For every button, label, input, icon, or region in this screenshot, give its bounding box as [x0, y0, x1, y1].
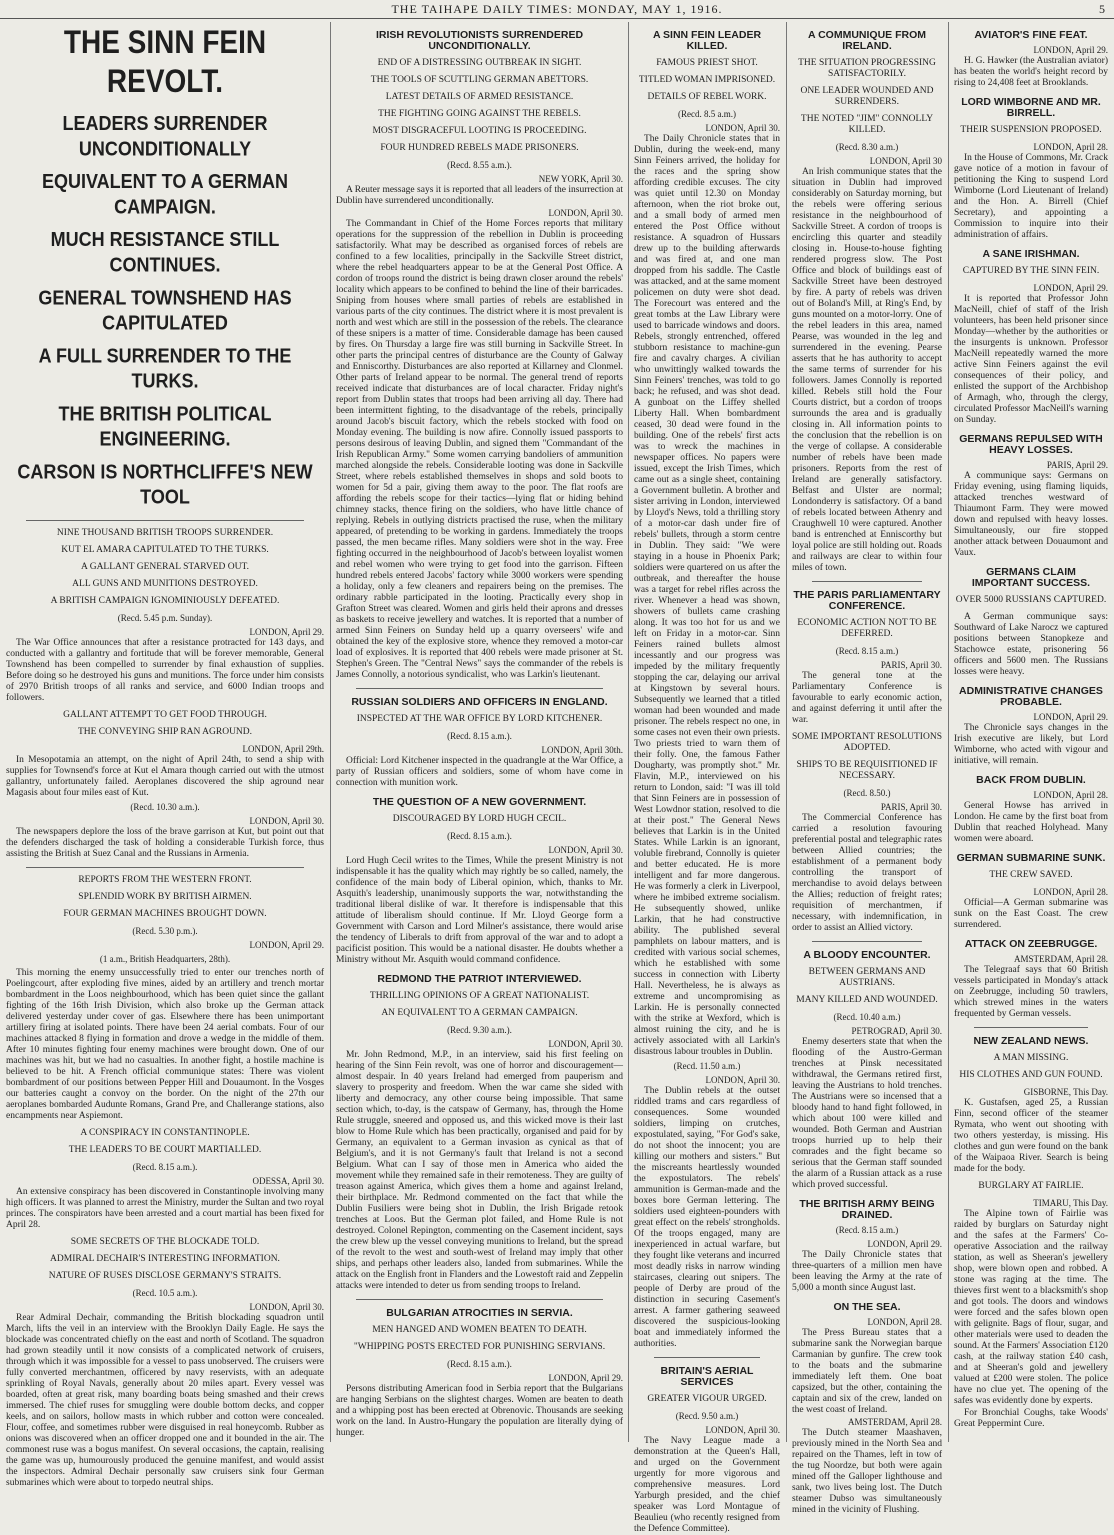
- subhead: END OF A DISTRESSING OUTBREAK IN SIGHT.: [377, 58, 582, 68]
- received-time: (Recd. 8.15 a.m.).: [447, 1359, 512, 1369]
- subhead: A BRITISH CAMPAIGN IGNOMINIOUSLY DEFEATED.: [50, 596, 280, 606]
- article-body: An Irish communique states that the situation in Dublin had improved considerably on Saturday morning, but the rebels were offering serious resistance in the neighbourhood of Sackville Street. A cordon of troops is encircling this quarter and steadily closing in. House-to-house fighting rendered progress slow. The Post Office and block of buildings east of Sackville Street have been destroyed by fire. A party of rebels was driven out of Boland's Mill, at Ring's End, by guns mounted on a motor-lorry. One of the rebel leaders in this area, named Pearse, was wounded in the leg and surrendered in the evening. Pearse asserts that he has authority to accept the same terms of surrender for his followers. James Connolly is reported killed. Rebels still hold the Four Courts district, but a cordon of troops surrounds the area and is gradually closing in. All information points to the conclusion that the rebellion is on the verge of collapse. A considerable number of rebels have been made prisoners. Reports from the rest of Ireland are generally satisfactory. Belfast and Ulster are normal; Londonderry is satisfactory. Of a band of rebels located between Athenry and Craughwell 10 were captured. Another band is entrenched at Enniscorthy but loyal police are still holding out. Roads and railways are clear to within four miles of town.: [792, 167, 942, 573]
- divider: [812, 941, 922, 942]
- headline: IRISH REVOLUTIONISTS SURRENDERED UNCONDITIONALLY.: [375, 29, 584, 52]
- subhead: SOME IMPORTANT RESOLUTIONS ADOPTED.: [792, 732, 942, 753]
- headline: THE BRITISH ARMY BEING DRAINED.: [799, 1198, 935, 1221]
- article-body: It is reported that Professor John MacNeill, chief of staff of the Irish volunteers, has been held prisoner since Monday—whether by the authorities or the insurgents is unknown. Professor MacNeill repeatedly warned the more active Sinn Feiners against the evil consequences of their policy, and enlisted the support of the Archbishop of Armagh, who, through the clergy, circulated Professor MacNeill's warning on Sunday.: [954, 294, 1108, 425]
- headline: GERMANS REPULSED WITH HEAVY LOSSES.: [959, 433, 1103, 456]
- article-body: Mr. John Redmond, M.P., in an interview, said his first feeling on hearing of the Sinn Fein revolt, was one of horror and discouragement—almost despair. In 40 years Ireland had emerged from pauperism and slavery to prosperity and freedom. When the war came she sided with liberty and democracy, any other course being impossible. That same section which, to-day, is the catspaw of Germany, has, through the Home Rule struggle, sneered and opposed us, and this wicked move is their last blow to Home Rule which has been practically, organised and paid for by Germany, an equivalent to a German invasion as cynical as that of Belgium's, and it is not Germany's fault that Ireland is not a second Belgium. What can I say of those men in America who aided the movement while they remained safe in their remoteness. They are guilty of treason against America, which gives them a home and against Ireland, their birthplace. Mr. Redmond commented on the fact that while the Dublin Fusiliers were being shot in Dublin, the Irish Brigade retook trenches at Loos. But the German plot failed, and Home Rule is not destroyed. Colonel Repington, commenting on the Casement incident, says the crew blew up the vessel conveying munitions to Ireland, but the spread of the revolt to the west and south-west of Ireland may imply that other ships, and perhaps other leaders also, landed from submarines. While the attack on the English front in Flanders and the Lowestoft raid and Zeppelin attacks were intended to deter us from sending troops to Ireland.: [336, 1050, 623, 1291]
- article-body: A communique says: Germans on Friday evening, using flaming liquids, attacked trenches westward of Thiaumont Farm. They were mowed down and repulsed with heavy losses. Simultaneously, our fire stopped another attack between Douaumont and Vaux.: [954, 471, 1108, 558]
- headline: LORD WIMBORNE AND MR. BIRRELL.: [961, 96, 1101, 119]
- headline: GERMAN SUBMARINE SUNK.: [956, 852, 1106, 864]
- headline: A BLOODY ENCOUNTER.: [803, 949, 931, 961]
- received-time: (Recd. 5.30 p.m.).: [132, 926, 198, 936]
- subhead: BETWEEN GERMANS AND AUSTRIANS.: [808, 967, 926, 988]
- column-rule: [330, 22, 331, 1442]
- dateline: TIMARU, This Day.: [1033, 1198, 1108, 1208]
- dateline: PETROGRAD, April 30.: [851, 1026, 942, 1036]
- article-body: In the House of Commons, Mr. Crack gave notice of a motion in favour of petitioning the King to suspend Lord Wimborne (Lord Lieutenant of Ireland) and the Hon. A. Birrell (Chief Secretary), and appointing a Commission to inquire into their administration of affairs.: [954, 153, 1108, 240]
- subhead: FOUR HUNDRED REBELS MADE PRISONERS.: [380, 143, 579, 153]
- subhead: INSPECTED AT THE WAR OFFICE BY LORD KITCHENER.: [356, 714, 603, 724]
- dateline: GISBORNE, This Day.: [1023, 1087, 1108, 1097]
- article-body: Official—A German submarine was sunk on the East Coast. The crew surrendered.: [954, 898, 1108, 930]
- subhead: LATEST DETAILS OF ARMED RESISTANCE.: [385, 92, 574, 102]
- dateline: LONDON, April 30.: [705, 123, 780, 133]
- article-body: The Daily Chronicle states that in Dublin, during the week-end, many Sinn Feiners arrived, the holiday for the races and the spring show affording credible excuses. The city was quiet until 12.30 on Monday afternoon, when the riot broke out, and a small body of armed men entered the Post Office without resistance. A squadron of Hussars drew up to the building afterwards and was fired at, and one man dropped from his saddle. The Castle was attacked, and at the same moment policemen on duty were shot dead. The Forecourt was entered and the great tombs at the Law Library were used to barricade windows and doors. Rebels, strongly entrenched, offered stubborn resistance to machine-gun fire and cavalry charges. A civilian who unwittingly walked towards the Sinn Feiners' trenches, was told to go back; he refused, and was shot dead. A gunboat on the Liffey shelled Liberty Hall. When bombardment ceased, 30 dead were found in the building. One of the rebels' first acts was to wreck the machines in newspaper offices. No papers were issued, except the Irish Times, which came out as a single sheet, containing a Government bulletin. A brother and sister arriving in London, interviewed by Lloyd's News, told a thrilling story of a motor-car dash under fire of rebels' bullets, through a storm centre in Dublin. They said: "We were staying in a house in Phoenix Park; soldiers were quartered on us after the outbreak, and thereafter the house was a target for rebel rifles across the river. Whenever a head was shown, showers of bullets came crashing along. It was too hot for us and we left on Friday in a motor-car. Sinn Feiners rained bullets almost incessantly and our progress was impeded by the military frequently stopping the car, delaying our arrival at Kingstown by several hours. Subsequently we learned that a titled woman had been wounded and made prisoner. The rebels respect no one, in some cases not even their own priests. Two priests tried to warn them of their folly. One, the famous Father Dougharty, was promptly shot." Mr. Flavin, M.P., interviewed on his return to London, said: "I was ill told that Sinn Feiners are in possession of West Lowdnor station, resolved to die at their post." The General News believes that Larkin is in the United States. While Larkin is an ignorant, voluble firebrand, Connolly is quieter and better educated. He is more intelligent and far more dangerous. He was formerly a clerk in Liverpool, where he imbibed extreme socialism. He subsequently showed, unlike Larkin, that he had constructive ability. The published several pamphlets on labour matters, and is credited with various social schemes, which he established with some success in connection with Liberty Hall. Nevertheless, he is always as extreme and uncompromising as Larkin. He is personally connected with the strike at Wexford, which is almost ruining the city, and he is actively associated with all Larkin's disastrous labour troubles in Dublin.: [634, 134, 780, 1057]
- column-1: [6, 22, 324, 1488]
- subhead: A GALLANT GENERAL STARVED OUT.: [81, 562, 249, 572]
- subhead: SPLENDID WORK BY BRITISH AIRMEN.: [78, 892, 252, 902]
- dateline: LONDON, April 29.: [1033, 283, 1108, 293]
- dateline: LONDON, April 29.: [1033, 45, 1108, 55]
- subhead: A CONSPIRACY IN CONSTANTINOPLE.: [80, 1128, 250, 1138]
- article-body: The Navy League made a demonstration at the Queen's Hall, and urged on the Government urgently for more vigorous and comprehensive measures. Lord Yarburgh presided, and the chief speaker was Lord Montague of Beaulieu (who recently resigned from the Defence Committee).: [634, 1436, 780, 1534]
- subhead: GALLANT ATTEMPT TO GET FOOD THROUGH.: [63, 710, 267, 720]
- subhead: THE SITUATION PROGRESSING SATISFACTORILY.: [798, 58, 936, 79]
- headline: GERMANS CLAIM IMPORTANT SUCCESS.: [971, 566, 1091, 589]
- article-body: The War Office announces that after a resistance protracted for 143 days, and conducted with a gallantry and fortitude that will be forever memorable, General Townshend has been compelled to surrender by final exhaustion of supplies. Before doing so he destroyed his guns and munitions. The force under him consists of 2970 British troops of all ranks and service, and 6000 Indian troops and followers.: [6, 638, 324, 703]
- dateline: LONDON, April 28.: [867, 1317, 942, 1327]
- headline: A FULL SURRENDER TO THE TURKS.: [38, 343, 292, 393]
- article-body: In Mesopotamia an attempt, on the night of April 24th, to send a ship with supplies for Townsend's force at Kut el Amara though carried out with the utmost gallantry, unfortunately failed. Aeroplanes discovered the ship aground near Magasis about four miles east of Kut.: [6, 755, 324, 798]
- received-time: (Recd. 8.30 a.m.): [835, 142, 899, 152]
- received-time: (Recd. 10.40 a.m.): [833, 1012, 901, 1022]
- dateline: LONDON, April 29th.: [242, 744, 324, 754]
- received-time: (Recd. 8.15 a.m.).: [132, 1162, 198, 1172]
- subhead: SOME SECRETS OF THE BLOCKADE TOLD.: [70, 1237, 260, 1247]
- article-body: Enemy deserters state that when the flooding of the Austro-German trenches at Pinsk necessitated withdrawal, the Germans retired first, leaving the Austrians to hold trenches. The Austrians were so incensed that a bloody hand to hand fight followed, in which about 100 were killed and wounded. Both German and Austrian troops hurried up to help their comrades and the fight became so serious that the German staff sounded the alarm of a Russian attack as a ruse which proved successful.: [792, 1037, 942, 1190]
- headline-main: THE SINN FEIN REVOLT.: [63, 24, 267, 99]
- masthead: [0, 0, 1114, 19]
- article-body: The Daily Chronicle states that three-quarters of a million men have been leaving the Army at the rate of 5,000 a month since August last.: [792, 1250, 942, 1293]
- dateline: AMSTERDAM, April 28.: [1013, 954, 1108, 964]
- column-rule: [948, 22, 949, 1442]
- received-time: (1 a.m., British Headquarters, 28th).: [99, 954, 231, 964]
- dateline: LONDON, April 29.: [548, 1373, 623, 1383]
- headline: LEADERS SURRENDER UNCONDITIONALLY: [62, 111, 268, 161]
- divider: [26, 867, 304, 868]
- subhead: ECONOMIC ACTION NOT TO BE DEFERRED.: [797, 618, 937, 639]
- column-rule: [786, 22, 787, 1442]
- headline: A SANE IRISHMAN.: [982, 248, 1080, 260]
- dateline: LONDON, April 30.: [548, 1039, 623, 1049]
- column-2: [336, 22, 623, 1442]
- received-time: (Recd. 8.15 a.m.): [835, 1225, 899, 1235]
- dateline: PARIS, April 30.: [880, 802, 942, 812]
- received-time: (Recd. 5.45 p.m. Sunday).: [117, 613, 213, 623]
- dateline: LONDON, April 30.: [705, 1075, 780, 1085]
- dateline: LONDON, April 29.: [249, 627, 324, 637]
- headline: ADMINISTRATIVE CHANGES PROBABLE.: [959, 685, 1103, 708]
- headline: AVIATOR'S FINE FEAT.: [974, 29, 1088, 41]
- article-body: The general tone at the Parliamentary Conference is favourable to early economic action, and against deferring it until after the war.: [792, 671, 942, 725]
- subhead: DETAILS OF REBEL WORK.: [647, 92, 767, 102]
- subhead: FAMOUS PRIEST SHOT.: [656, 58, 758, 68]
- headline: RUSSIAN SOLDIERS AND OFFICERS IN ENGLAND.: [351, 696, 608, 708]
- headline: MUCH RESISTANCE STILL CONTINUES.: [50, 227, 280, 277]
- dateline: ODESSA, April 30.: [252, 1176, 324, 1186]
- headline: ON THE SEA.: [833, 1301, 901, 1313]
- article-body: Rear Admiral Dechair, commanding the British blockading squadron until March, lifts the veil in an interview with the Brooklyn Daily Eagle. He says the blockade was concentrated chiefly on the east and north of Scotland. The squadron had grown steadily until it now consists of a complicated network of cruisers, through which it was impossible for a vessel to pass unobserved. The cruisers were fully converted merchantmen, officered by navy reservists, with an adequate sprinkling of Royal Navals, generally about 20 miles apart. Every vessel was boarded, often at great risk, many boarding boats being smashed and their crews immersed. The chief ruses for smuggling were double bottom decks, and copper keels, and on sailors, hollow masts in which rubber and cotton were concealed. Flour, coffee, and sometimes rubber were disguised in real honeycomb. Rubber as onions was discovered when an officer dropped one and it bounded in the air. The commonest ruse was a bogus manifest. On several occasions, the captain, realising the game was up, humourously produced the genuine manifest, and would assist the inspectors. Admiral Dechair personally saw cruisers sink four German submarines which were about to torpedo neutral ships.: [6, 1313, 324, 1488]
- article-body: The Press Bureau states that a submarine sank the Norwegian barque Carmanian by gunfire. The crew took to the boats and the submarine immediately left them. One boat capsized, but the other, containing the captain and six of the crew, landed on the west coast of Ireland.: [792, 1328, 942, 1415]
- received-time: (Recd. 11.50 a.m.): [673, 1061, 741, 1071]
- article-body: The Telegraaf says that 60 British vessels participated in Monday's attack on Zeebrugge, including 50 trawlers, which strewed mines in the waters frequented by German vessels.: [954, 965, 1108, 1019]
- subhead: THE TOOLS OF SCUTTLING GERMAN ABETTORS.: [370, 75, 589, 85]
- dateline: LONDON, April 30: [869, 156, 942, 166]
- received-time: (Recd. 10.5 a.m.).: [132, 1288, 198, 1298]
- headline: EQUIVALENT TO A GERMAN CAMPAIGN.: [41, 169, 288, 219]
- masthead-title: THE TAIHAPE DAILY TIMES: MONDAY, MAY 1, 1916.: [391, 2, 723, 16]
- subhead: ALL GUNS AND MUNITIONS DESTROYED.: [72, 579, 258, 589]
- subhead: ADMIRAL DECHAIR'S INTERESTING INFORMATION.: [50, 1254, 280, 1264]
- headline: CARSON IS NORTHCLIFFE'S NEW TOOL: [17, 459, 313, 509]
- dateline: NEW YORK, April 30.: [538, 174, 623, 184]
- article-body: A German communique says: Southward of Lake Narocz we captured positions between Stanopkeze and Stachowce estate, prisonering 56 officers and 5600 men. The Russians losses were heavy.: [954, 612, 1108, 677]
- received-time: (Recd. 9.30 a.m.).: [447, 1025, 512, 1035]
- headline: NEW ZEALAND NEWS.: [973, 1035, 1089, 1047]
- dateline: LONDON, April 29.: [249, 940, 324, 950]
- dateline: PARIS, April 30.: [880, 660, 942, 670]
- column-3: [634, 22, 780, 1534]
- headline: REDMOND THE PATRIOT INTERVIEWED.: [377, 973, 582, 985]
- article-body: The Alpine town of Fairlie was raided by burglars on Saturday night and the safes at the Farmers' Co-operative Association and the railway station, as well as Sheeran's jewellery shop, were blown open and robbed. A stone was raging at the time. The thieves first went to a blacksmith's shop and got tools. The doors and windows were forced and the safes blown open with gelignite. Bags of flour, sugar, and other materials were used to deaden the sound. At the Farmers' Association £120 cash, at the railway station £40 cash, and at Sheeran's gold and jewellery valued at £200 were stolen. The police have no clue yet. The opening of the safes was evidently done by experts.: [954, 1209, 1108, 1406]
- article-body: Lord Hugh Cecil writes to the Times, While the present Ministry is not indispensable it has the quality which may rightly be so called, namely, the confidence of the main body of Liberal opinion, which, thanks to Mr. Asquith's leadership, unanimously supports the war, notwithstanding the traditional liberal dislike of war. It therefore is indispensable that this attitude of liberalism should continue. If Mr. Lloyd George form a Government with Carson and Lord Milner's assistance, there would arise the tendency of Liberals to drift from approval of the war and to adopt a pacificist position. This would be a national disaster. He doubts whether a Ministry without Mr. Asquith would command confidence.: [336, 856, 623, 965]
- dateline: LONDON, April 28.: [1033, 142, 1108, 152]
- subhead: THE FIGHTING GOING AGAINST THE REBELS.: [378, 109, 581, 119]
- subhead: THE CONVEYING SHIP RAN AGROUND.: [77, 727, 253, 737]
- headline: BRITAIN'S AERIAL SERVICES: [660, 1365, 754, 1388]
- subhead: AN EQUIVALENT TO A GERMAN CAMPAIGN.: [381, 1008, 578, 1018]
- page-number: 5: [1099, 2, 1106, 16]
- divider: [974, 1027, 1088, 1028]
- received-time: (Recd. 8.15 a.m.).: [447, 831, 512, 841]
- divider: [356, 1299, 603, 1300]
- dateline: LONDON, April 29.: [867, 1239, 942, 1249]
- subhead: SHIPS TO BE REQUISITIONED IF NECESSARY.: [796, 760, 938, 781]
- received-time: (Recd. 8.15 a.m.): [835, 646, 899, 656]
- headline: BACK FROM DUBLIN.: [976, 774, 1086, 786]
- subhead: THE LEADERS TO BE COURT MARTIALLED.: [68, 1145, 262, 1155]
- subhead: THEIR SUSPENSION PROPOSED.: [960, 125, 1102, 135]
- article-body: The Commercial Conference has carried a resolution favouring preferential postal and telegraphic rates between Allied countries; the establishment of a permanent body controlling the transport of merchandise to avoid delays between the Allies; reduction of freight rates; requisition of merchantmen, if necessary, with indemnification, in order to assist an Allied victory.: [792, 813, 942, 933]
- divider: [356, 688, 603, 689]
- article-body: The newspapers deplore the loss of the brave garrison at Kut, but point out that the defenders discharged the task of holding a considerable Turkish force, thus assisting the British at Suez Canal and the Russians in Armenia.: [6, 827, 324, 859]
- headline: ATTACK ON ZEEBRUGGE.: [964, 938, 1098, 950]
- dateline: LONDON, April 28.: [1033, 790, 1108, 800]
- subhead: NATURE OF RUSES DISCLOSE GERMANY'S STRAITS.: [48, 1271, 282, 1281]
- article-body: General Howse has arrived in London. He came by the first boat from Dublin that reached Holyhead. Many women were aboard.: [954, 801, 1108, 844]
- received-time: (Recd. 8.15 a.m.).: [447, 731, 512, 741]
- headline: GENERAL TOWNSHEND HAS CAPITULATED: [38, 285, 292, 335]
- received-time: (Recd. 10.30 a.m.).: [130, 802, 200, 812]
- received-time: (Recd. 9.50 a.m.): [675, 1411, 739, 1421]
- subhead: MOST DISGRACEFUL LOOTING IS PROCEEDING.: [372, 126, 587, 136]
- subhead: OVER 5000 RUSSIANS CAPTURED.: [955, 595, 1107, 605]
- subhead: REPORTS FROM THE WESTERN FRONT.: [78, 875, 252, 885]
- article-body: Official: Lord Kitchener inspected in the quadrangle at the War Office, a party of Russian officers and soldiers, some of whom have come in connection with munition work.: [336, 756, 623, 788]
- article-body: This morning the enemy unsuccessfully tried to enter our trenches north of Poelingcourt, after exploding five mines, aided by an artillery and trench mortar bombardment in the Loos neighbourhood, which has been quiet since the gallant fighting of the 16th Irish Division, which also broke up the German attack delivered yesterday under cover of gas. Elsewhere there has been unimportant artillery firing at isolated points. There have been 24 aerial combats. Four of our machines attacked 8 flying in formation and drove a wedge in the middle of them. After 10 minutes fighting four enemy machines were brought down. One of our machines was hit, but we had no casualties. In another fight, a hostile machine is believed to be hit. A French official communique states: There was violent bombardment of our positions between Pepper Hill and Douaumont. In the Vosges our batteries caught a convoy on the border. On the night of the 27th our aeroplanes bombarded Audunte Romans, Grand Pre, and Challerange stations, also encampments near Aspiemont.: [6, 968, 324, 1121]
- article-body: K. Gustafsen, aged 25, a Russian Finn, second officer of the steamer Rymata, who went out shooting with two others yesterday, is missing. His clothes and gun were found on the bank of the Waipaoa River. Search is being made for the body.: [954, 1098, 1108, 1174]
- dateline: LONDON, April 30.: [548, 208, 623, 218]
- headline: A SINN FEIN LEADER KILLED.: [652, 29, 762, 52]
- subhead: ONE LEADER WOUNDED AND SURRENDERS.: [800, 86, 934, 107]
- article-body: The Dutch steamer Maashaven, previously mined in the North Sea and repaired on the Thames, left in tow of the tug Noordze, but both were again mined off the Galloper lighthouse and sank, two lives being lost. The Dutch steamer Dubso was simultaneously mined in the vicinity of Flushing.: [792, 1428, 942, 1515]
- divider: [812, 581, 922, 582]
- article-body: The Commandant in Chief of the Home Forces reports that military operations for the suppression of the rebellion in Dublin is proceeding satisfactorily. What may be described as organised forces of rebels are confined to a few localities, principally in the Sackville Street district, where the rebel headquarters appear to be at the General Post Office. A cordon of troops round the district is being drawn closer around the rebels' locality which appears to be confined to behind the line of their barricades. Sniping from houses where small parties of rebels are established in various parts of the city continues. The district where it is most prevalent is north and west which are still in the possession of the rebels. The clearance of these snipers is a matter of time. Considerable damage has been caused by fires. On Thursday a large fire was still burning in Sackville Street. In other parts the principal centres of disturbance are the County of Galway and Enniscorthy. Disturbances are also reported at Killarney and Clonmel. Other parts of Ireland appear to be normal. The general trend of reports received indicate that disturbances are of local character. Friday night's report from Dublin states that troops had been arriving all day. There had been intermittent fighting, to the disadvantage of the rebels, principally around Jacob's biscuit factory, which the rebels stocked with food on Monday evening. The building is now afire. Connolly issued passports to persons desirous of leaving Dublin, and signed them "Commandant of the Irish Republican Army." Some women carrying bandoliers of ammunition marched alongside the rebels. Considerable looting was done in Sackville Street, where rebels established themselves in shops and sold boots to women for 5d a pair, giving them away to the poor. The flat roofs are affording the rebels scope for their tactics—lying flat or hiding behind chimney stacks, thence firing on the soldiers, who have little chance of replying. Rebels in outlying districts practised the ruse, when the military appeared, of pretending to be working in gardens. Immediately the troops passed, the men became rifles. Many soldiers were shot in the way. Free fighting occurred in the neighbourhood of Jacob's between loyalist women and rebel women who were trying to get food into the garrison. Fifteen hundred rebels entered Jacobs' factory while 3000 workers were spending a holiday, only a few cleaners and repairers being on the premises. The ordinary rabble participated in the looting. Practically every shop in Grafton Street was cleared. Women and girls held their aprons and dresses as baskets to receive jewellery and watches. It is reported that a number of armed Sinn Feiners on Sunday held up a quarry overseers' wife and obtained the key of the explosive store, whence they removed a motor-car load of explosives. It is reported that 400 rebels were made prisoner at St. Stephen's Green. The "Central News" says the commander of the rebels is James Connolly, a notorious syndicalist, who was Larkin's lieutenant.: [336, 219, 623, 680]
- column-5: [954, 22, 1108, 1442]
- dateline: LONDON, April 30.: [548, 845, 623, 855]
- subhead: CAPTURED BY THE SINN FEIN.: [962, 266, 1100, 276]
- subhead: MANY KILLED AND WOUNDED.: [796, 995, 938, 1005]
- subhead: "WHIPPING POSTS ERECTED FOR PUNISHING SERVIANS.: [353, 1342, 606, 1352]
- subhead: HIS CLOTHES AND GUN FOUND.: [959, 1070, 1103, 1080]
- subhead: MEN HANGED AND WOMEN BEATEN TO DEATH.: [372, 1325, 587, 1335]
- dateline: LONDON, April 30.: [249, 816, 324, 826]
- subhead: NINE THOUSAND BRITISH TROOPS SURRENDER.: [56, 528, 274, 538]
- dateline: LONDON, April 29.: [1033, 712, 1108, 722]
- dateline: PARIS, April 29.: [1046, 460, 1108, 470]
- article-body: H. G. Hawker (the Australian aviator) has beaten the world's height record by rising to 24,408 feet at Brooklands.: [954, 56, 1108, 88]
- subhead: TITLED WOMAN IMPRISONED.: [638, 75, 776, 85]
- subhead: KUT EL AMARA CAPITULATED TO THE TURKS.: [61, 545, 269, 555]
- subhead: THRILLING OPINIONS OF A GREAT NATIONALIST.: [369, 991, 590, 1001]
- column-rule: [628, 22, 629, 1442]
- headline: BULGARIAN ATROCITIES IN SERVIA.: [386, 1307, 573, 1319]
- article-body: The Dublin rebels at the outset riddled trams and cars regardless of consequences. Some wounded soldiers, limping on crutches, expostulated, saying, "For God's sake, do not shoot the innocent; you are killing our mothers and sisters." But the miscreants heartlessly wounded the expostulators. The rebels' ammunition is German-made and the boxes bore German lettering. The soldiers used eighteen-pounders with great effect on the rebels' strongholds. Of the troops engaged, many are inexperienced in actual warfare, but they fought like veterans and incurred most deadly risks in narrow winding staircases, clearing out snipers. The people of Derby are proud of the distinction in securing Casement's arrest. A farmer gathering seaweed discovered the suspicious-looking boat and immediately informed the authorities.: [634, 1086, 780, 1349]
- article-body: The Chronicle says changes in the Irish executive are likely, but Lord Wimborne, who acted with vigour and initiative, will remain.: [954, 723, 1108, 766]
- subhead: A MAN MISSING.: [993, 1053, 1069, 1063]
- received-time: (Recd. 8.5 a.m.): [678, 109, 736, 119]
- headline: THE PARIS PARLIAMENTARY CONFERENCE.: [793, 589, 941, 612]
- dateline: LONDON, April 30.: [705, 1425, 780, 1435]
- subhead: THE CREW SAVED.: [989, 870, 1073, 880]
- subhead: THE NOTED "JIM" CONNOLLY KILLED.: [800, 114, 934, 135]
- column-4: [792, 22, 942, 1515]
- received-time: (Recd. 8.55 a.m.).: [447, 160, 512, 170]
- dateline: LONDON, April 28.: [1033, 887, 1108, 897]
- subhead: BURGLARY AT FAIRLIE.: [978, 1181, 1084, 1191]
- headline: THE BRITISH POLITICAL ENGINEERING.: [58, 401, 272, 451]
- subhead: DISCOURAGED BY LORD HUGH CECIL.: [392, 814, 567, 824]
- divider: [26, 520, 304, 521]
- advertisement: For Bronchial Coughs, take Woods' Great Peppermint Cure.: [954, 1408, 1108, 1429]
- headline: THE QUESTION OF A NEW GOVERNMENT.: [372, 796, 587, 808]
- article-body: Persons distributing American food in Serbia report that the Bulgarians are hanging Serbians on the slightest charges. Women are beaten to death and a whipping post has been erected at Obrenovic. Thousands are seeking work on the land. In Austro-Hungary the population are literally dying of hunger.: [336, 1384, 623, 1438]
- divider: [654, 1357, 760, 1358]
- dateline: AMSTERDAM, April 28.: [847, 1417, 942, 1427]
- dateline: LONDON, April 30.: [249, 1302, 324, 1312]
- article-body: An extensive conspiracy has been discovered in Constantinople involving many high officers. It was planned to arrest the Ministry, murder the Sultan and two royal princes. The conspirators have been arrested and a court martial has been fixed for April 28.: [6, 1187, 324, 1230]
- headline: A COMMUNIQUE FROM IRELAND.: [807, 29, 927, 52]
- received-time: (Recd. 8.50.): [843, 788, 891, 798]
- subhead: FOUR GERMAN MACHINES BROUGHT DOWN.: [63, 909, 267, 919]
- dateline: LONDON, April 30th.: [541, 745, 623, 755]
- article-body: A Reuter message says it is reported that all leaders of the insurrection at Dublin have surrendered unconditionally.: [336, 185, 623, 206]
- subhead: GREATER VIGOUR URGED.: [647, 1394, 767, 1404]
